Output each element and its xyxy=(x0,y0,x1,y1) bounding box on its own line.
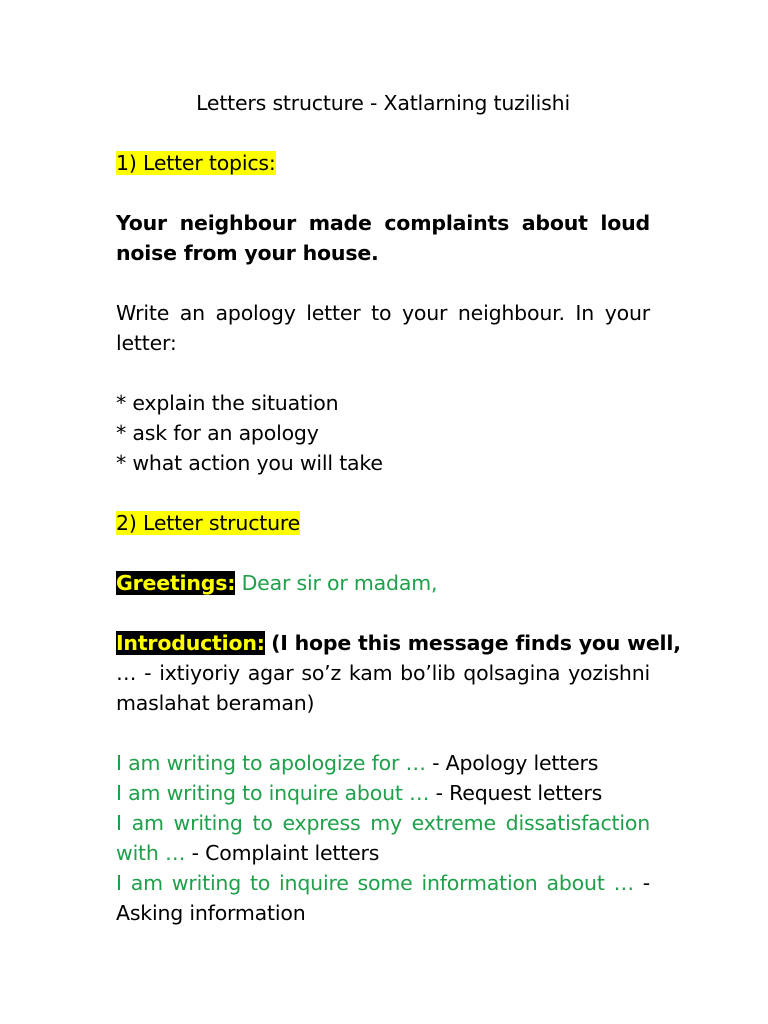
phrase-complaint-type: - Complaint letters xyxy=(191,841,380,865)
phrase-apology xyxy=(116,748,650,778)
task-line-1: Write an apology letter to your neighbour. In your xyxy=(116,301,650,325)
introduction-label: Introduction: xyxy=(116,631,265,655)
greetings-label: Greetings: xyxy=(116,571,236,595)
phrase-request-green: I am writing to inquire about … xyxy=(116,781,436,805)
bullet-item: * ask for an apology xyxy=(116,421,319,445)
introduction-note-line-1: … - ixtiyoriy agar so’z kam bo’lib qolsagina yozishni xyxy=(116,661,650,685)
bullet-item: * what action you will take xyxy=(116,451,383,475)
introduction-note-line-2: maslahat beraman) xyxy=(116,691,315,715)
section-1-heading xyxy=(116,148,650,178)
section-1-heading-text: 1) Letter topics: xyxy=(116,151,276,175)
prompt-line-2: noise from your house. xyxy=(116,241,379,265)
phrase-info-line-1 xyxy=(116,868,650,898)
introduction-bold-text: (I hope this message finds you well, xyxy=(271,631,681,655)
greetings-text: Dear sir or madam, xyxy=(241,571,438,595)
section-2-heading-text: 2) Letter structure xyxy=(116,511,301,535)
section-2-heading xyxy=(116,508,650,538)
phrase-info-line-2: Asking information xyxy=(116,901,306,925)
phrase-complaint-line-1: I am writing to express my extreme dissatisfaction xyxy=(116,811,650,835)
page-title: Letters structure - Xatlarning tuzilishi xyxy=(196,91,570,115)
phrase-request-type: - Request letters xyxy=(435,781,603,805)
phrase-apology-green: I am writing to apologize for … xyxy=(116,751,433,775)
phrase-complaint-green: with … xyxy=(116,841,192,865)
phrase-info-green: I am writing to inquire some information about … xyxy=(116,871,643,895)
bullet-item: * explain the situation xyxy=(116,391,339,415)
phrase-apology-type: - Apology letters xyxy=(432,751,599,775)
introduction-line xyxy=(116,628,681,658)
phrase-info-dash: - xyxy=(642,871,650,895)
phrase-request xyxy=(116,778,650,808)
prompt-line-1: Your neighbour made complaints about loud xyxy=(116,211,650,235)
phrase-complaint-line-2 xyxy=(116,838,650,868)
task-line-2: letter: xyxy=(116,331,177,355)
document-page xyxy=(116,88,681,928)
greetings-line xyxy=(116,568,650,598)
